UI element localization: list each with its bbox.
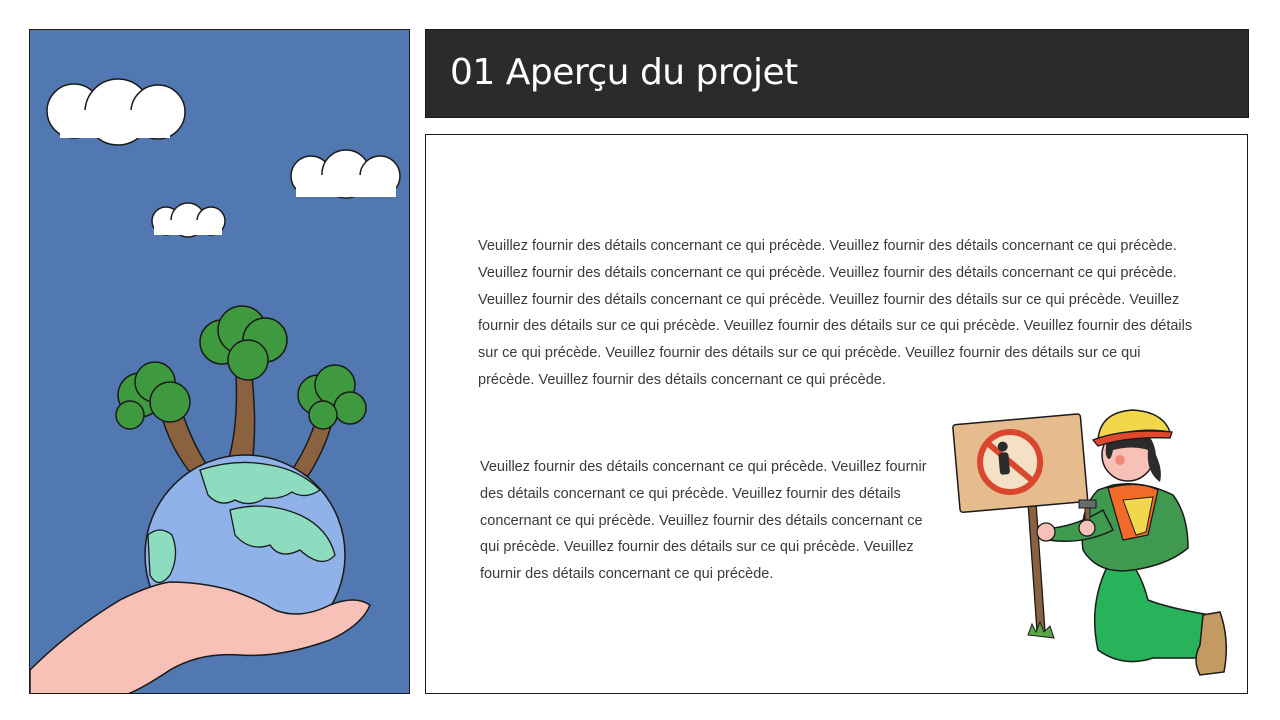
title-bar xyxy=(425,29,1249,118)
no-littering-sign-icon xyxy=(953,414,1088,513)
earth-trees-hand-illustration xyxy=(30,30,410,694)
cloud-icon xyxy=(152,203,225,237)
body-paragraph-2: Veuillez fournir des détails concernant ce qui précède. Veuillez fournir des détails concernant ce qui précède. Veuillez fournir des détails concernant ce qui précède. Veuillez fournir des détails concernant ce qui précède. Veuillez fournir des détails sur ce qui précède. Veuillez fournir des détails concernant ce qui précède. xyxy=(480,459,927,583)
cloud-icon xyxy=(47,79,185,145)
sign-post-icon xyxy=(1027,492,1054,638)
cloud-icon xyxy=(291,150,400,198)
worker-with-sign-illustration xyxy=(948,400,1238,690)
body-paragraph-1: Veuillez fournir des détails concernant ce qui précède. Veuillez fournir des détails concernant ce qui précède. Veuillez fournir des détails concernant ce qui précède. Veuillez fournir des détails concernant ce qui précède. Veuillez fournir des détails concernant ce qui précède. Veuillez fournir des détails sur ce qui précède. Veuillez fournir des détails sur ce qui précède. Veuillez fournir des détails sur ce qui précède. Veuillez fournir des détails sur ce qui précède. Veuillez fournir des détails sur ce qui précède. Veuillez fournir des détails sur ce qui précède. Veuillez fournir des détails concernant ce qui précède. xyxy=(478,238,1193,388)
earth-illustration-panel xyxy=(29,29,410,694)
page-title: 01 Aperçu du projet xyxy=(450,52,798,93)
